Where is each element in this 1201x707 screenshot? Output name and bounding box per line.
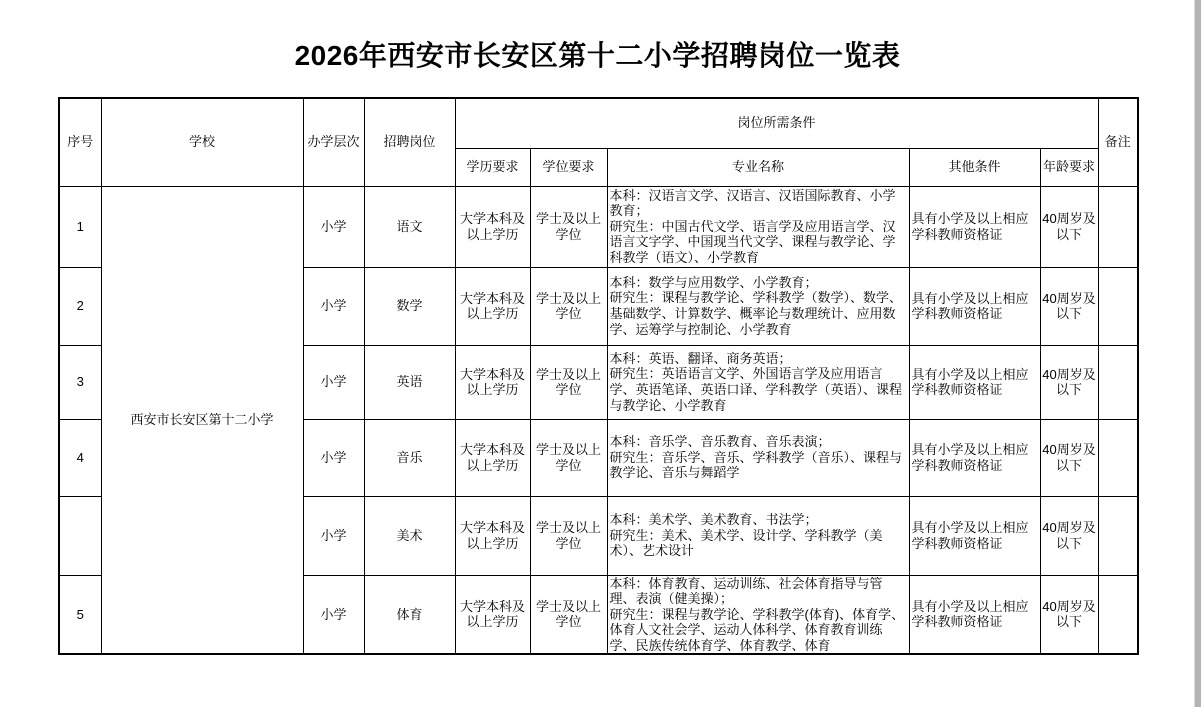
col-header-remarks: 备注 xyxy=(1098,98,1138,186)
degree-cell: 学士及以上学位 xyxy=(530,267,607,345)
other-conditions-cell: 具有小学及以上相应学科教师资格证 xyxy=(909,575,1040,654)
major-graduate-text: 研究生：中国古代文学、语言学及应用语言学、汉语言文字学、中国现当代文学、课程与教学论、学科教学（语文）、小学教育 xyxy=(609,218,896,265)
serial-cell: 2 xyxy=(59,267,101,345)
level-cell: 小学 xyxy=(303,267,364,345)
degree-cell: 学士及以上学位 xyxy=(530,496,607,575)
level-cell: 小学 xyxy=(303,496,364,575)
major-cell xyxy=(607,575,909,654)
major-graduate-text: 研究生：课程与教学论、学科教学（数学）、数学、基础数学、计算数学、概率论与数理统计、应用数学、运筹学与控制论、小学教育 xyxy=(609,290,903,337)
serial-cell xyxy=(59,496,101,575)
major-cell xyxy=(607,267,909,345)
other-conditions-cell: 具有小学及以上相应学科教师资格证 xyxy=(909,186,1040,267)
degree-cell: 学士及以上学位 xyxy=(530,345,607,419)
serial-cell: 3 xyxy=(59,345,101,419)
education-cell: 大学本科及以上学历 xyxy=(455,345,530,419)
col-header-age: 年龄要求 xyxy=(1040,148,1098,186)
education-cell: 大学本科及以上学历 xyxy=(455,267,530,345)
col-header-degree: 学位要求 xyxy=(530,148,607,186)
education-cell: 大学本科及以上学历 xyxy=(455,419,530,496)
remarks-cell xyxy=(1098,345,1138,419)
col-header-requirements-group: 岗位所需条件 xyxy=(455,98,1098,148)
age-cell: 40周岁及以下 xyxy=(1040,267,1098,345)
col-header-serial: 序号 xyxy=(59,98,101,186)
col-header-level: 办学层次 xyxy=(303,98,364,186)
major-undergrad-text: 本科：汉语言文学、汉语言、汉语国际教育、小学教育； xyxy=(609,187,896,219)
major-graduate-text: 研究生：课程与教学论、学科教学(体育)、体育学、体育人文社会学、运动人体科学、体育教育训练学、民族传统体育学、体育教学、体育 xyxy=(609,606,905,653)
position-cell: 数学 xyxy=(364,267,455,345)
major-graduate-text: 研究生：音乐学、音乐、学科教学（音乐）、课程与教学论、音乐与舞蹈学 xyxy=(609,449,903,481)
major-undergrad-text: 本科：美术学、美术教育、书法学； xyxy=(609,512,818,528)
serial-cell: 4 xyxy=(59,419,101,496)
position-cell: 英语 xyxy=(364,345,455,419)
major-undergrad-text: 本科：音乐学、音乐教育、音乐表演； xyxy=(609,434,831,450)
education-cell: 大学本科及以上学历 xyxy=(455,496,530,575)
remarks-cell xyxy=(1098,186,1138,267)
education-cell: 大学本科及以上学历 xyxy=(455,186,530,267)
serial-cell: 5 xyxy=(59,575,101,654)
col-header-education: 学历要求 xyxy=(455,148,530,186)
degree-cell: 学士及以上学位 xyxy=(530,419,607,496)
remarks-cell xyxy=(1098,496,1138,575)
level-cell: 小学 xyxy=(303,345,364,419)
position-cell: 美术 xyxy=(364,496,455,575)
other-conditions-cell: 具有小学及以上相应学科教师资格证 xyxy=(909,496,1040,575)
major-cell xyxy=(607,186,909,267)
position-cell: 体育 xyxy=(364,575,455,654)
major-undergrad-text: 本科：体育教育、运动训练、社会体育指导与管理、表演（健美操）； xyxy=(609,575,883,607)
age-cell: 40周岁及以下 xyxy=(1040,186,1098,267)
col-header-other: 其他条件 xyxy=(909,148,1040,186)
degree-cell: 学士及以上学位 xyxy=(530,575,607,654)
table-row xyxy=(59,186,1138,267)
window-edge-strip xyxy=(1194,0,1201,707)
col-header-school: 学校 xyxy=(101,98,303,186)
serial-cell: 1 xyxy=(59,186,101,267)
major-graduate-text: 研究生：美术、美术学、设计学、学科教学（美术）、艺术设计 xyxy=(609,527,883,559)
other-conditions-cell: 具有小学及以上相应学科教师资格证 xyxy=(909,419,1040,496)
major-graduate-text: 研究生：英语语言文学、外国语言学及应用语言学、英语笔译、英语口译、学科教学（英语）、课程与教学论、小学教育 xyxy=(609,366,903,413)
recruitment-table xyxy=(58,97,1139,655)
age-cell: 40周岁及以下 xyxy=(1040,575,1098,654)
level-cell: 小学 xyxy=(303,419,364,496)
major-undergrad-text: 本科：数学与应用数学、小学教育； xyxy=(609,274,818,290)
other-conditions-cell: 具有小学及以上相应学科教师资格证 xyxy=(909,345,1040,419)
age-cell: 40周岁及以下 xyxy=(1040,419,1098,496)
major-cell xyxy=(607,345,909,419)
page-title: 2026年西安市长安区第十二小学招聘岗位一览表 xyxy=(294,40,901,71)
major-cell xyxy=(607,419,909,496)
position-cell: 语文 xyxy=(364,186,455,267)
degree-cell: 学士及以上学位 xyxy=(530,186,607,267)
level-cell: 小学 xyxy=(303,575,364,654)
position-cell: 音乐 xyxy=(364,419,455,496)
header-row-top xyxy=(59,98,1138,148)
col-header-position: 招聘岗位 xyxy=(364,98,455,186)
age-cell: 40周岁及以下 xyxy=(1040,496,1098,575)
remarks-cell xyxy=(1098,575,1138,654)
major-undergrad-text: 本科：英语、翻译、商务英语； xyxy=(609,350,792,366)
school-cell: 西安市长安区第十二小学 xyxy=(101,186,303,654)
age-cell: 40周岁及以下 xyxy=(1040,345,1098,419)
level-cell: 小学 xyxy=(303,186,364,267)
education-cell: 大学本科及以上学历 xyxy=(455,575,530,654)
remarks-cell xyxy=(1098,419,1138,496)
major-cell xyxy=(607,496,909,575)
other-conditions-cell: 具有小学及以上相应学科教师资格证 xyxy=(909,267,1040,345)
col-header-major: 专业名称 xyxy=(607,148,909,186)
remarks-cell xyxy=(1098,267,1138,345)
